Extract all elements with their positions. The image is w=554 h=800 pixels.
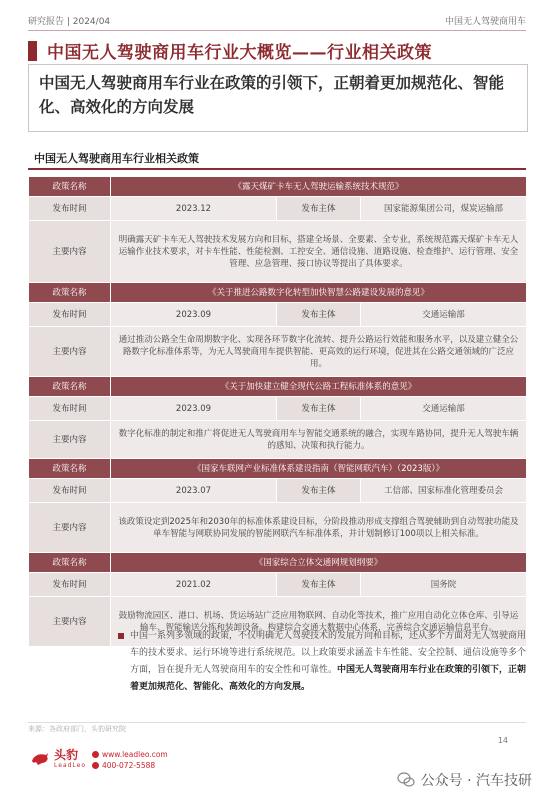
policy-content: 鼓励物流园区、港口、机场、货运场站广泛应用物联网、自动化等技术，推广应用自动化立体仓库、引导运输车、智能输送分拣和装卸设备。构建综合交通大数据中心体系，完善综合交通运输信息平台。 <box>111 597 527 647</box>
policy-name-label: 政策名称 <box>29 459 111 479</box>
content-label: 主要内容 <box>29 221 111 283</box>
analysis-notes <box>130 628 528 696</box>
policy-content-row <box>29 421 527 459</box>
title-accent-bar <box>28 41 37 61</box>
brand-name-en: LeadLeo <box>54 762 87 769</box>
policy-date: 2021.02 <box>111 573 277 597</box>
issuer-label: 发布主体 <box>277 303 361 327</box>
footer-divider <box>28 722 526 723</box>
date-label: 发布时间 <box>29 197 111 221</box>
policy-content-row <box>29 327 527 377</box>
page-title-block <box>28 38 432 63</box>
policy-date-row <box>29 197 527 221</box>
content-label: 主要内容 <box>29 503 111 553</box>
content-label: 主要内容 <box>29 597 111 647</box>
policy-name: 《国家综合立体交通网规划纲要》 <box>111 553 527 573</box>
date-label: 发布时间 <box>29 397 111 421</box>
policy-name-row <box>29 177 527 197</box>
issuer-label: 发布主体 <box>277 397 361 421</box>
policy-content-row <box>29 221 527 283</box>
policy-name-label: 政策名称 <box>29 553 111 573</box>
policy-content: 数字化标准的制定和推广将促进无人驾驶商用车与智能交通系统的融合，实现车路协同，提升无人驾驶车辆的感知、决策和执行能力。 <box>111 421 527 459</box>
wechat-icon <box>397 772 415 788</box>
policy-issuer: 国务院 <box>361 573 527 597</box>
policy-date-row <box>29 479 527 503</box>
date-label: 发布时间 <box>29 479 111 503</box>
source-note: 来源：各政府部门，头豹研究院 <box>28 725 126 733</box>
policy-content: 该政策设定到2025年和2030年的标准体系建设目标，分阶段推动形成支撑组合驾驶辅助到自动驾驶功能及单车智能与网联协同发展的智能网联汽车标准体系，并计划制修订100项以上相关标准。 <box>111 503 527 553</box>
policy-issuer: 交通运输部 <box>361 303 527 327</box>
notes-emphasis: 中国无人驾驶商用车行业在政策的引领下，正朝着更加规范化、智能化、高效化的方向发展。 <box>130 665 527 692</box>
policy-name-row <box>29 377 527 397</box>
notes-body: 中国一系列多领域的政策，不仅明确无人驾驶技术的发展方向和目标，还从多个方面对无人驾驶商用车的技术要求、运行环境等进行系统规范。以上政策要求涵盖卡车性能、安全控制、通信设施等多个方面，旨在提升无人驾驶商用车的安全性和可靠性。 <box>130 631 527 675</box>
policy-issuer: 工信部、国家标准化管理委员会 <box>361 479 527 503</box>
policy-name: 《露天煤矿卡车无人驾驶运输系统技术规范》 <box>111 177 527 197</box>
policy-date: 2023.09 <box>111 397 277 421</box>
policy-content-row <box>29 503 527 553</box>
policy-issuer: 交通运输部 <box>361 397 527 421</box>
policy-name: 《关于加快建立健全现代公路工程标准体系的意见》 <box>111 377 527 397</box>
policy-date: 2023.09 <box>111 303 277 327</box>
policy-name-row <box>29 553 527 573</box>
date-label: 发布时间 <box>29 573 111 597</box>
bullet-square-icon <box>118 633 124 639</box>
policy-issuer: 国家能源集团公司，煤炭运输部 <box>361 197 527 221</box>
globe-icon <box>92 751 99 758</box>
page-number: 14 <box>497 736 508 745</box>
policy-content: 通过推动公路全生命周期数字化、实现各环节数字化流转、提升公路运行效能和服务水平，以及建立健全公路数字化标准体系等，为无人驾驶商用车提供智能、更高效的运行环境，促进其在公路交通领域的广泛应用。 <box>111 327 527 377</box>
policy-date-row <box>29 397 527 421</box>
policy-date-row <box>29 573 527 597</box>
policy-name-label: 政策名称 <box>29 177 111 197</box>
brand-name-cn: 头豹 <box>54 748 79 762</box>
policy-content: 明确露天矿卡车无人驾驶技术发展方向和目标，搭建全场景、全要素、全专业，系统规范露天煤矿卡车无人运输作业技术要求，对卡车性能、性能检测、工控安全、通信设施、道路设施、检查维护、运行管理、安全管理、应急管理、接口协议等提出了具体要求。 <box>111 221 527 283</box>
issuer-label: 发布主体 <box>277 479 361 503</box>
content-label: 主要内容 <box>29 421 111 459</box>
contact-info <box>92 749 168 771</box>
issuer-label: 发布主体 <box>277 197 361 221</box>
issuer-label: 发布主体 <box>277 573 361 597</box>
phone-number: 400-072-5588 <box>102 761 156 770</box>
policy-name-row <box>29 459 527 479</box>
policy-name-label: 政策名称 <box>29 283 111 303</box>
content-label: 主要内容 <box>29 327 111 377</box>
policy-table <box>28 176 527 647</box>
policy-name-label: 政策名称 <box>29 377 111 397</box>
header-divider <box>28 30 526 31</box>
policy-name: 《关于推进公路数字化转型加快智慧公路建设发展的意见》 <box>111 283 527 303</box>
policy-name-row <box>29 283 527 303</box>
table-title: 中国无人驾驶商用车行业相关政策 <box>34 152 199 165</box>
report-meta: 研究报告 | 2024/04 <box>28 17 111 27</box>
website-link[interactable]: www.leadleo.com <box>102 750 168 759</box>
brand-logo <box>30 748 86 769</box>
wechat-account: 公众号 · 汽车技研 <box>420 773 532 789</box>
policy-date-row <box>29 303 527 327</box>
wechat-watermark <box>397 770 532 790</box>
table-title-divider <box>28 168 526 170</box>
policy-name: 《国家车联网产业标准体系建设指南（智能网联汽车）（2023版）》 <box>111 459 527 479</box>
policy-date: 2023.07 <box>111 479 277 503</box>
phone-icon <box>92 762 99 769</box>
leopard-logo-icon <box>30 749 50 769</box>
date-label: 发布时间 <box>29 303 111 327</box>
report-topic: 中国无人驾驶商用车 <box>444 17 526 27</box>
summary-box: 中国无人驾驶商用车行业在政策的引领下，正朝着更加规范化、智能化、高效化的方向发展 <box>28 64 528 132</box>
policy-date: 2023.12 <box>111 197 277 221</box>
page-title: 中国无人驾驶商用车行业大概览——行业相关政策 <box>47 43 432 63</box>
